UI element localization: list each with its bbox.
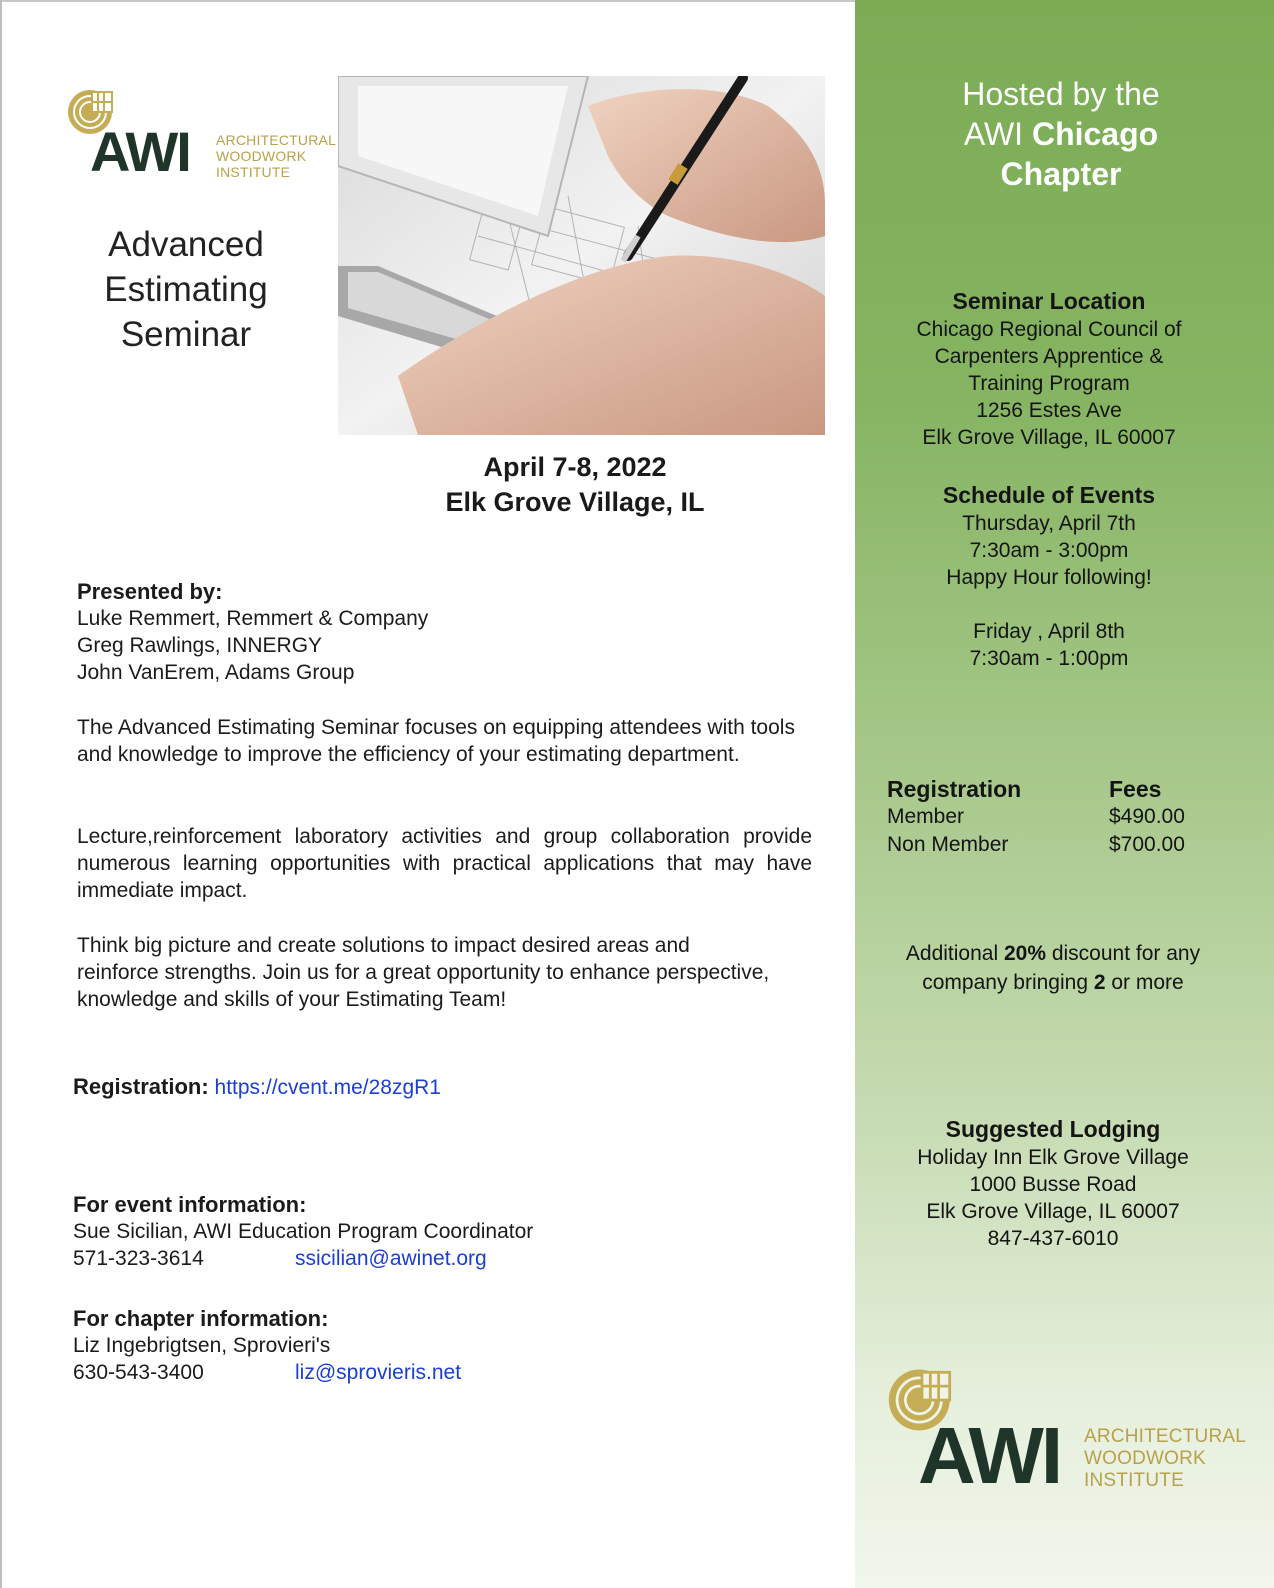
photo-illustration bbox=[338, 76, 825, 435]
fees-col-fees: Fees bbox=[1109, 776, 1162, 802]
registration-line bbox=[73, 1073, 793, 1101]
location-line-2: Carpenters Apprentice & bbox=[934, 345, 1164, 368]
chapter-info-contact-row bbox=[73, 1359, 793, 1386]
schedule-day-1: Thursday, April 7th bbox=[962, 512, 1136, 535]
logo-line-3: INSTITUTE bbox=[216, 164, 291, 180]
registration-label: Registration: bbox=[73, 1074, 209, 1099]
logo-line-3: INSTITUTE bbox=[1084, 1470, 1184, 1491]
discount-number: 2 bbox=[1093, 971, 1106, 994]
schedule-heading: Schedule of Events bbox=[942, 482, 1156, 508]
logo-line-1: ARCHITECTURAL bbox=[216, 132, 337, 148]
discount-pre: Additional bbox=[905, 942, 999, 965]
awi-logo-bottom bbox=[886, 1364, 1247, 1500]
fees-row-type: Non Member bbox=[887, 833, 1009, 856]
event-info-heading: For event information: bbox=[73, 1192, 307, 1217]
location-line-3: Training Program bbox=[968, 372, 1130, 395]
location-line-4: 1256 Estes Ave bbox=[976, 399, 1122, 422]
event-info-name: Sue Sicilian, AWI Education Program Coordinator bbox=[73, 1220, 534, 1243]
presenter-1: Luke Remmert, Remmert & Company bbox=[77, 607, 429, 630]
hosted-line-2 bbox=[875, 114, 1247, 154]
title-line-1: Advanced bbox=[108, 225, 264, 264]
hands-writing-on-blueprint-photo bbox=[338, 76, 825, 435]
logo-name bbox=[1084, 1426, 1246, 1492]
fees-row bbox=[887, 803, 1217, 831]
fees-header-row bbox=[887, 775, 1217, 803]
paragraph-intro: The Advanced Estimating Seminar focuses on equipping attendees with tools and knowledge to improve the efficiency of your estimating department. bbox=[77, 716, 795, 766]
fees-row-type: Member bbox=[887, 805, 965, 828]
title-line-2: Estimating bbox=[104, 270, 268, 309]
discount-line-2 bbox=[870, 968, 1236, 997]
logo-name bbox=[216, 132, 336, 180]
discount-mid: discount for any bbox=[1046, 942, 1201, 965]
registration-url-link[interactable]: https://cvent.me/28zgR1 bbox=[214, 1076, 441, 1099]
fees-row bbox=[887, 831, 1217, 859]
schedule-time-1: 7:30am - 3:00pm bbox=[969, 539, 1129, 562]
discount-company: company bringing bbox=[922, 971, 1094, 994]
chapter-info-heading: For chapter information: bbox=[73, 1306, 329, 1331]
logo-line-2: WOODWORK bbox=[216, 148, 307, 164]
presenters-section bbox=[77, 578, 797, 686]
hosted-awi: AWI bbox=[963, 116, 1032, 152]
logo-line-2: WOODWORK bbox=[1084, 1448, 1206, 1469]
lodging-line-4: 847-437-6010 bbox=[987, 1227, 1119, 1250]
chapter-info-phone: 630-543-3400 bbox=[73, 1361, 204, 1384]
event-info-section bbox=[73, 1191, 793, 1272]
paragraph-big-picture: Think big picture and create solutions to impact desired areas and reinforce strengths. Join us for a great opportunity to enhance perspective, knowledge and skills of your Estimating Team! bbox=[77, 934, 770, 1011]
lodging-line-3: Elk Grove Village, IL 60007 bbox=[926, 1200, 1180, 1223]
fees-row-fee: $700.00 bbox=[1109, 833, 1185, 856]
fees-table bbox=[887, 775, 1217, 859]
hosted-by-heading bbox=[875, 74, 1247, 194]
discount-percent: 20% bbox=[1003, 942, 1046, 965]
title-line-3: Seminar bbox=[120, 315, 252, 354]
schedule-note-1: Happy Hour following! bbox=[946, 566, 1152, 589]
group-discount-note bbox=[870, 939, 1236, 997]
fees-row-fee: $490.00 bbox=[1109, 805, 1185, 828]
seminar-location-section bbox=[870, 286, 1228, 451]
location-line-1: Chicago Regional Council of bbox=[916, 318, 1182, 341]
fees-col-registration: Registration bbox=[887, 776, 1022, 802]
logo-line-1: ARCHITECTURAL bbox=[1084, 1426, 1247, 1447]
hosted-chicago: Chicago bbox=[1031, 116, 1159, 152]
lodging-heading: Suggested Lodging bbox=[945, 1116, 1161, 1142]
event-info-phone: 571-323-3614 bbox=[73, 1247, 204, 1270]
discount-line-1 bbox=[870, 939, 1236, 968]
presenters-heading: Presented by: bbox=[77, 579, 223, 604]
chapter-info-email-link[interactable]: liz@sprovieris.net bbox=[295, 1361, 462, 1384]
presenter-2: Greg Rawlings, INNERGY bbox=[77, 634, 323, 657]
event-place: Elk Grove Village, IL bbox=[445, 487, 705, 517]
location-heading: Seminar Location bbox=[952, 288, 1146, 314]
event-date: April 7-8, 2022 bbox=[483, 452, 667, 482]
schedule-day-2: Friday , April 8th bbox=[973, 620, 1125, 643]
chapter-info-section bbox=[73, 1305, 793, 1386]
lodging-line-2: 1000 Busse Road bbox=[969, 1173, 1137, 1196]
event-date-place bbox=[330, 450, 820, 520]
suggested-lodging-section bbox=[870, 1114, 1236, 1252]
presenter-3: John VanErem, Adams Group bbox=[77, 661, 355, 684]
logo-letters: AWI bbox=[918, 1411, 1061, 1500]
schedule-section bbox=[870, 480, 1228, 672]
event-info-contact-row bbox=[73, 1245, 793, 1272]
discount-or-more: or more bbox=[1105, 971, 1184, 994]
page-border-left bbox=[0, 0, 2, 1588]
location-line-5: Elk Grove Village, IL 60007 bbox=[922, 426, 1176, 449]
hosted-line-3: Chapter bbox=[1000, 156, 1122, 192]
hosted-line-1: Hosted by the bbox=[962, 76, 1160, 112]
awi-logo-top bbox=[66, 86, 337, 186]
event-info-email-link[interactable]: ssicilian@awinet.org bbox=[295, 1247, 487, 1270]
paragraph-lecture: Lecture,reinforcement laboratory activities and group collaboration provide numerous learning opportunities with practical applications that may have immediate impact. bbox=[77, 825, 812, 902]
chapter-info-name: Liz Ingebrigtsen, Sprovieri's bbox=[73, 1334, 331, 1357]
seminar-title bbox=[60, 222, 312, 357]
schedule-time-2: 7:30am - 1:00pm bbox=[969, 647, 1129, 670]
lodging-line-1: Holiday Inn Elk Grove Village bbox=[917, 1146, 1189, 1169]
logo-letters: AWI bbox=[90, 120, 190, 183]
